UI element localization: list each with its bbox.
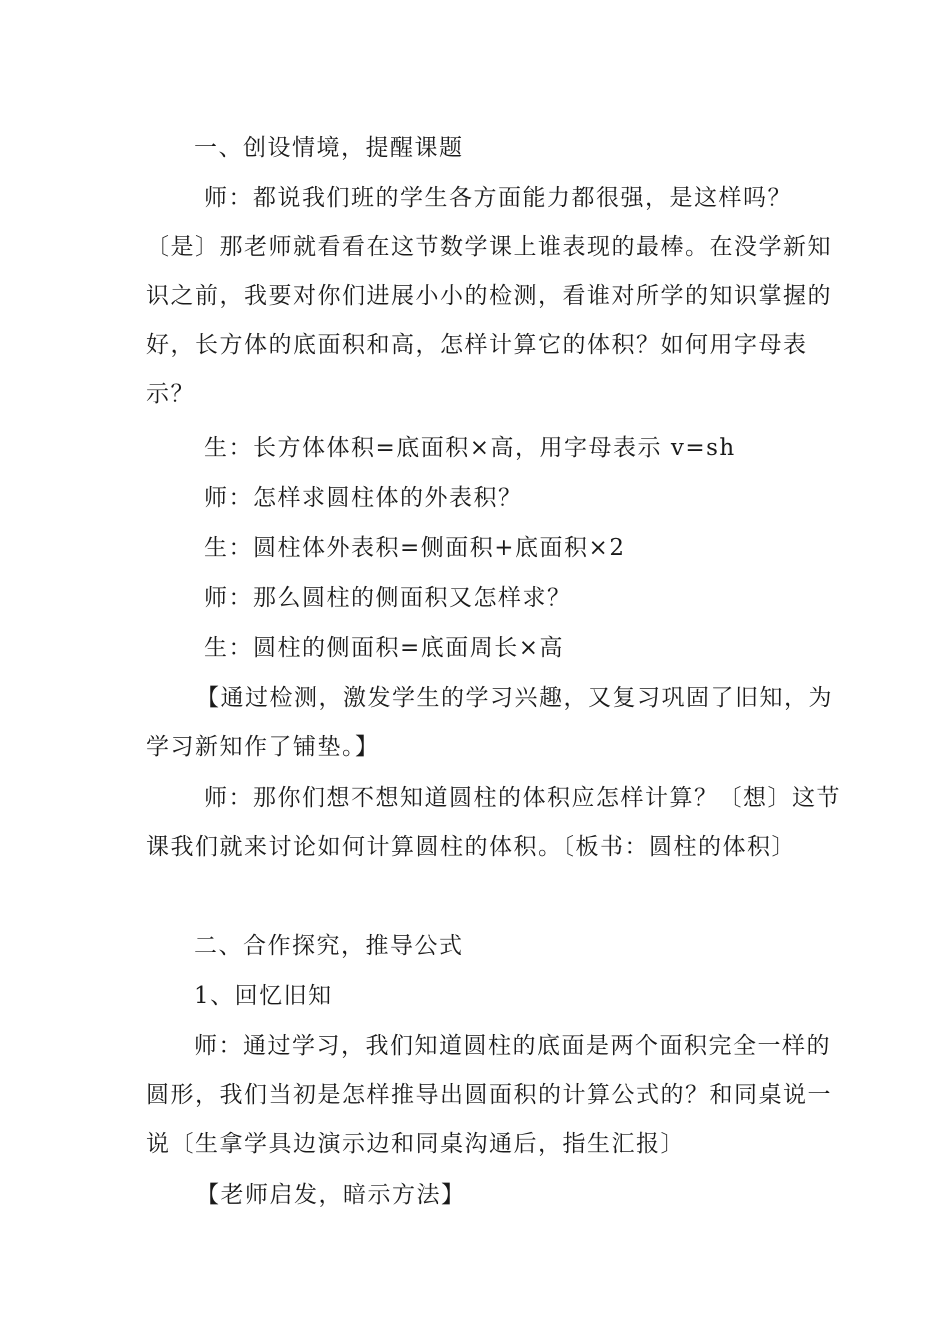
paragraph-teacher-intro: 师：都说我们班的学生各方面能力都很强，是这样吗？〔是〕那老师就看看在这节数学课上谁表现的最棒。在没学新知识之前，我要对你们进展小小的检测，看谁对所学的知识掌握的好，长方体的底面积和高，怎样计算它的体积？如何用字母表示？ (146, 185, 832, 407)
paragraph-note-2: 【老师启发，暗示方法】 (196, 1182, 466, 1208)
section-heading-2: 二、合作探究，推导公式 (194, 933, 464, 959)
paragraph-teacher-question-3: 师：那么圆柱的侧面积又怎样求？ (204, 585, 572, 611)
paragraph-teacher-transition: 师：那你们想不想知道圆柱的体积应怎样计算？〔想〕这节课我们就来讨论如何计算圆柱的体积。〔板书：圆柱的体积〕 (146, 785, 841, 860)
subheading-1: 1、回忆旧知 (194, 983, 333, 1009)
paragraph-teacher-question-2: 师：怎样求圆柱体的外表积？ (204, 485, 523, 511)
paragraph-student-answer-2: 生：圆柱体外表积=侧面积+底面积×2 (204, 535, 626, 561)
paragraph-student-answer-3: 生：圆柱的侧面积=底面周长×高 (204, 635, 565, 661)
section-heading-1: 一、创设情境，提醒课题 (194, 135, 464, 161)
paragraph-teacher-recall: 师：通过学习，我们知道圆柱的底面是两个面积完全一样的圆形，我们当初是怎样推导出圆面积的计算公式的？和同桌说一说〔生拿学具边演示边和同桌沟通后，指生汇报〕 (146, 1033, 832, 1157)
paragraph-note-1: 【通过检测，激发学生的学习兴趣，又复习巩固了旧知，为学习新知作了铺垫。】 (146, 685, 833, 760)
paragraph-student-answer-1: 生：长方体体积=底面积×高，用字母表示 v=sh (204, 435, 736, 461)
